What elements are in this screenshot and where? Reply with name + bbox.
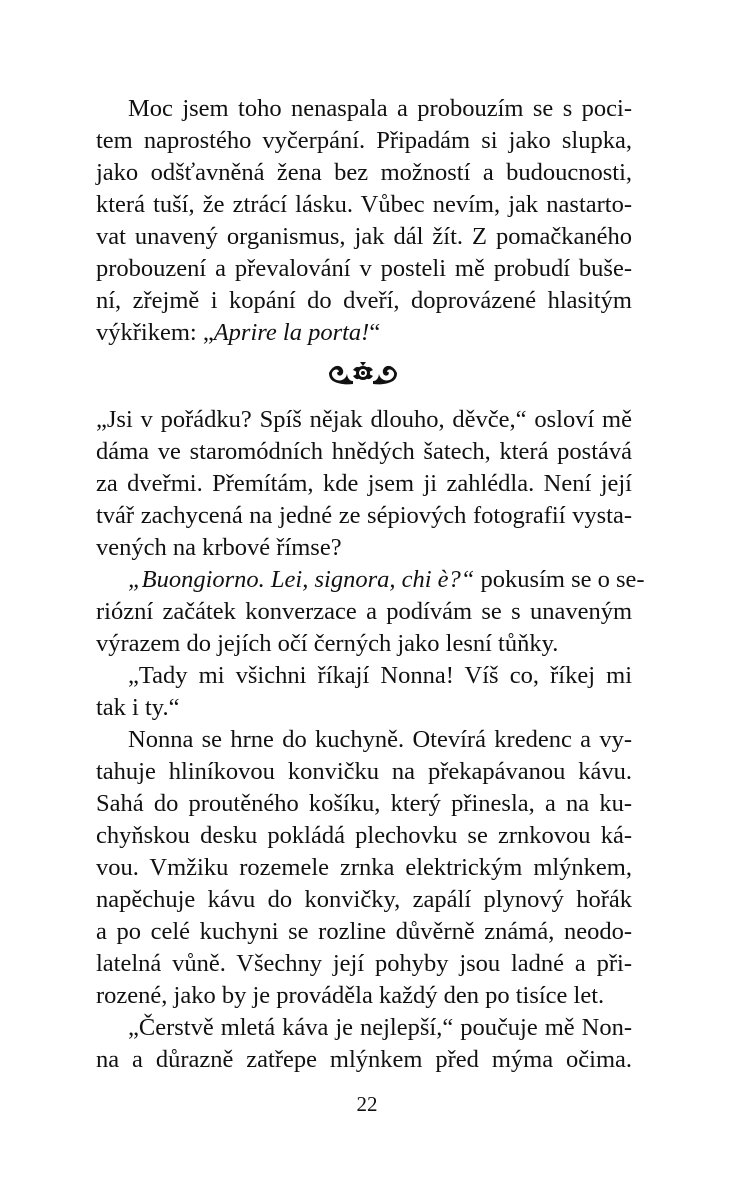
text-line: která tuší, že ztrácí lásku. Vůbec nevím, jak nastarto-: [96, 191, 632, 218]
text-line: riózní začátek konverzace a podívám se s unaveným: [96, 598, 632, 625]
text-line: rozené, jako by je prováděla každý den po tisíce let.: [96, 982, 605, 1009]
text-line: napěchuje kávu do konvičky, zapálí plynový hořák: [96, 886, 632, 913]
text-line: probouzení a převalování v posteli mě probudí buše-: [96, 255, 632, 282]
text-line: chyňskou desku pokládá plechovku se zrnkovou ká-: [96, 822, 632, 849]
text-span: “: [369, 319, 381, 346]
text-line: tem naprostého vyčerpání. Připadám si jako slupka,: [96, 127, 632, 154]
text-line: výrazem do jejích očí černých jako lesní tůňky.: [96, 630, 559, 657]
text-line: vených na krbové římse?: [96, 534, 342, 561]
text-line: tak i ty.“: [96, 694, 180, 721]
italic-phrase: Aprire la porta!: [213, 319, 370, 346]
text-span: výkřikem: „: [96, 319, 214, 346]
italic-phrase: „Buongiorno. Lei, signora, chi è?“: [128, 566, 475, 593]
text-line: za dveřmi. Přemítám, kde jsem ji zahlédla. Není její: [96, 470, 632, 497]
text-line: [96, 565, 645, 595]
text-span: pokusím se o se-: [474, 566, 645, 593]
text-line: „Jsi v pořádku? Spíš nějak dlouho, děvče,“ osloví mě: [96, 406, 632, 433]
floral-divider-icon: [327, 360, 399, 386]
text-line: „Čerstvě mletá káva je nejlepší,“ poučuje mě Non-: [128, 1014, 632, 1041]
text-line: a po celé kuchyni se rozline důvěrně známá, neodo-: [96, 918, 632, 945]
text-line: tvář zachycená na jedné ze sépiových fotografií vysta-: [96, 502, 632, 529]
text-line: tahuje hliníkovou konvičku na překapávanou kávu.: [96, 758, 632, 785]
text-line: „Tady mi všichni říkají Nonna! Víš co, říkej mi: [128, 662, 632, 689]
text-line: Nonna se hrne do kuchyně. Otevírá kredenc a vy-: [128, 726, 632, 753]
text-line: Sahá do proutěného košíku, který přinesla, a na ku-: [96, 790, 632, 817]
text-line: Moc jsem toho nenaspala a probouzím se s poci-: [128, 95, 632, 122]
text-line: vat unavený organismus, jak dál žít. Z pomačkaného: [96, 223, 632, 250]
text-line: dáma ve staromódních hnědých šatech, která postává: [96, 438, 632, 465]
text-line: ní, zřejmě i kopání do dveří, doprovázené hlasitým: [96, 287, 632, 314]
text-line: vou. Vmžiku rozemele zrnka elektrickým mlýnkem,: [96, 854, 632, 881]
text-line: jako odšťavněná žena bez možností a budoucnosti,: [96, 159, 632, 186]
page-number: 22: [356, 1092, 378, 1116]
text-line: latelná vůně. Všechny její pohyby jsou ladné a při-: [96, 950, 632, 977]
text-line: [96, 318, 632, 348]
text-line: na a důrazně zatřepe mlýnkem před mýma očima.: [96, 1046, 632, 1073]
